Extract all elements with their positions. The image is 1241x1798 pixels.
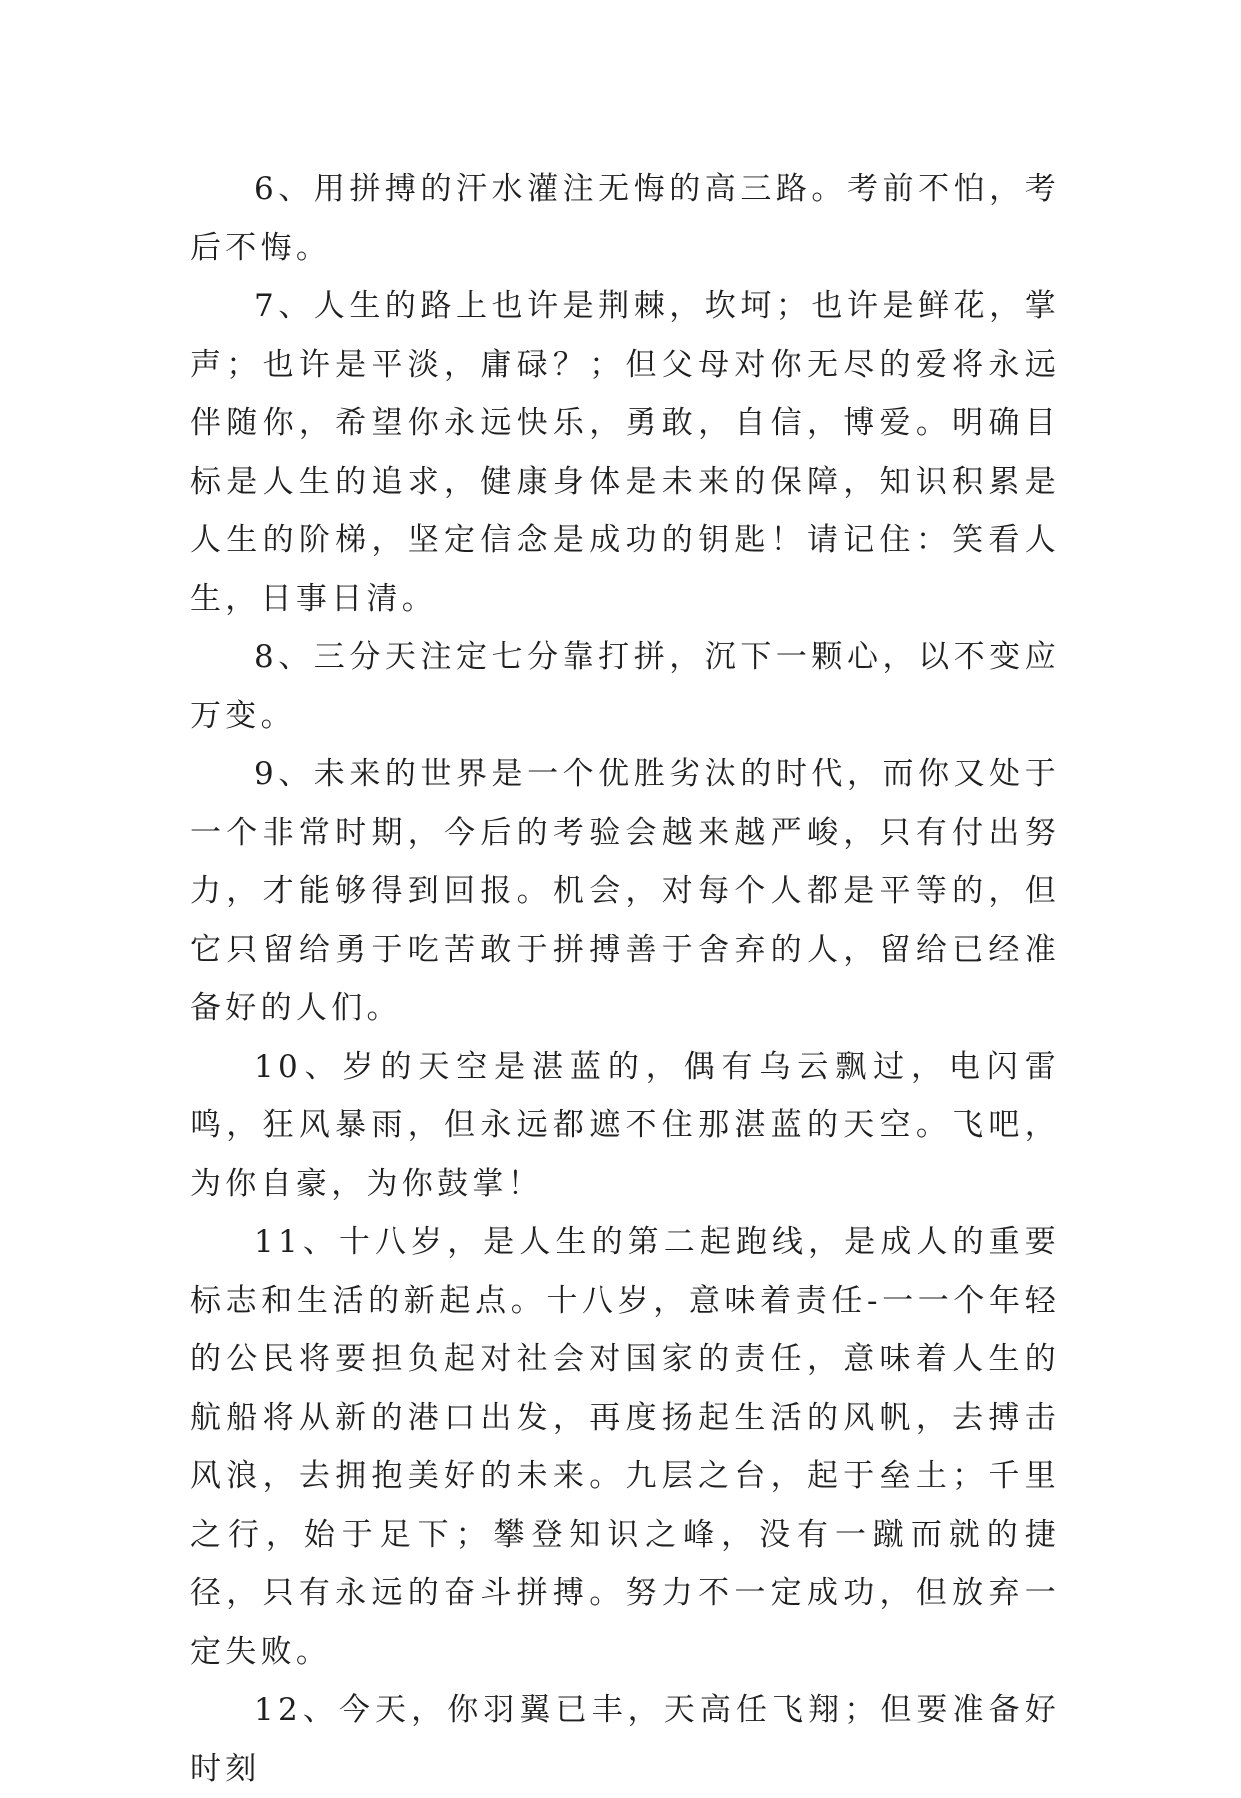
- paragraph-10: 10、岁的天空是湛蓝的，偶有乌云飘过，电闪雷鸣，狂风暴雨，但永远都遮不住那湛蓝的天空。飞吧，为你自豪，为你鼓掌！: [190, 1048, 1060, 1202]
- paragraph-12: 12、今天，你羽翼已丰，天高任飞翔；但要准备好时刻: [190, 1692, 1060, 1787]
- paragraph-11: 11、十八岁，是人生的第二起跑线，是成人的重要标志和生活的新起点。十八岁，意味着责任-一一个年轻的公民将要担负起对社会对国家的责任，意味着人生的航船将从新的港口出发，再度扬起生活的风帆，去搏击风浪，去拥抱美好的未来。九层之台，起于垒土；千里之行，始于足下；攀登知识之峰，没有一蹴而就的捷径，只有永远的奋斗拼搏。努力不一定成功，但放弃一定失败。: [190, 1224, 1060, 1670]
- paragraph-7: 7、人生的路上也许是荆棘，坎坷；也许是鲜花，掌声；也许是平淡，庸碌？；但父母对你无尽的爱将永远伴随你，希望你永远快乐，勇敢，自信，博爱。明确目标是人生的追求，健康身体是未来的保障，知识积累是人生的阶梯，坚定信念是成功的钥匙！请记住：笑看人生，日事日清。: [190, 288, 1060, 617]
- paragraph-9: 9、未来的世界是一个优胜劣汰的时代，而你又处于一个非常时期，今后的考验会越来越严峻，只有付出努力，才能够得到回报。机会，对每个人都是平等的，但它只留给勇于吃苦敢于拼搏善于舍弃的人，留给已经准备好的人们。: [190, 756, 1060, 1026]
- document-body: [190, 160, 1060, 1798]
- paragraph-8: 8、三分天注定七分靠打拼，沉下一颗心，以不变应万变。: [190, 639, 1060, 734]
- paragraph-6: 6、用拼搏的汗水灌注无悔的高三路。考前不怕，考后不悔。: [190, 171, 1060, 266]
